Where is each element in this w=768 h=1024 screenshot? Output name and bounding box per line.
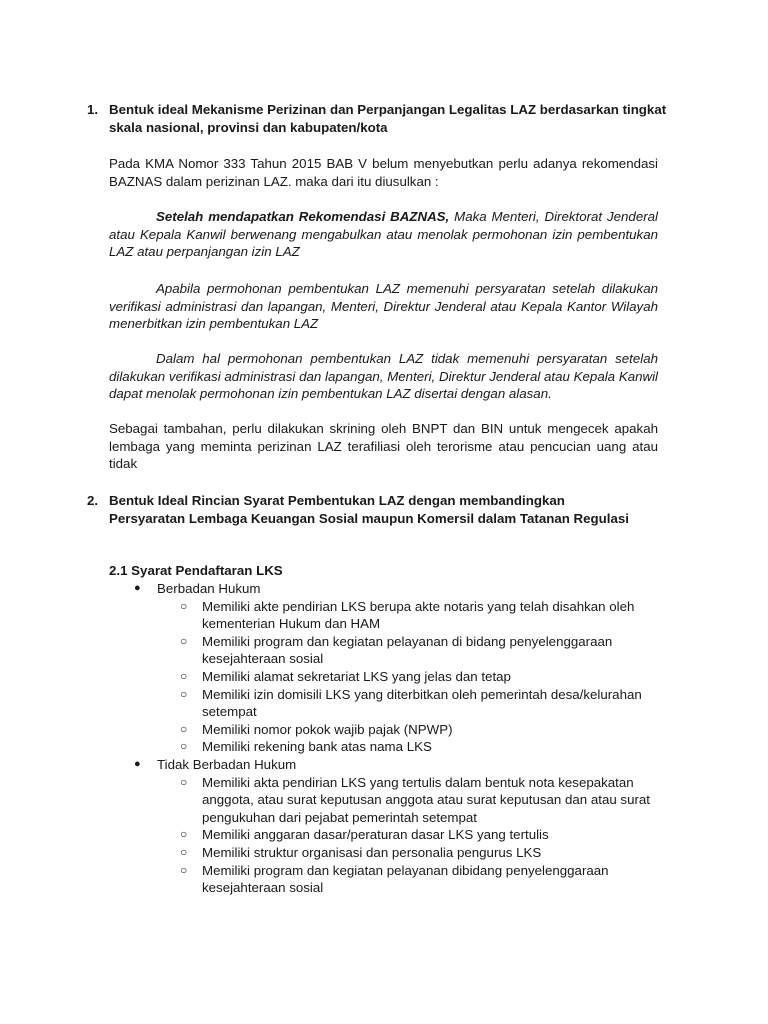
circle-bullet-icon: ○ xyxy=(180,668,188,683)
proposal-1-rest: Maka Menteri, Direktorat Jenderal atau Kepala Kanwil berwenang mengabulkan atau menolak permohonan izin pembentukan LAZ atau perpanjangan izin LAZ xyxy=(109,209,659,260)
list-item xyxy=(109,862,669,897)
group-label: Berbadan Hukum xyxy=(157,581,261,596)
proposal-3: Dalam hal permohonan pembentukan LAZ tidak memenuhi persyaratan setelah dilakukan verifikasi administrasi dan lapangan, Menteri, Direktur Jenderal atau Kepala Kanwil dapat menolak permohonan izin pembentukan LAZ disertai dengan alasan. xyxy=(109,351,658,402)
group-label: Tidak Berbadan Hukum xyxy=(157,756,297,772)
list-item-text: Memiliki izin domisili LKS yang diterbitkan oleh pemerintah desa/kelurahan setempat xyxy=(202,686,642,720)
list-item xyxy=(109,738,669,756)
list-item-text: Memiliki akta pendirian LKS yang tertulis dalam bentuk nota kesepakatan anggota, atau surat keputusan anggota atau surat keputusan dan atau surat pengukuhan dari pejabat pemerintah setempat xyxy=(202,774,650,825)
circle-bullet-icon: ○ xyxy=(180,686,188,701)
proposal-1-bold: Setelah mendapatkan Rekomendasi BAZNAS, xyxy=(156,209,450,224)
section-2-heading: Bentuk Ideal Rincian Syarat Pembentukan LAZ dengan membandingkan Persyaratan Lembaga Keuangan Sosial maupun Komersil dalam Tatanan Regulasi xyxy=(109,493,629,526)
list-item xyxy=(109,774,669,827)
proposal-1 xyxy=(109,208,658,261)
list-item xyxy=(109,721,669,739)
section-1-addition: Sebagai tambahan, perlu dilakukan skrining oleh BNPT dan BIN untuk mengecek apakah lembaga yang meminta perizinan LAZ terafiliasi oleh terorisme atau pencucian uang atau tidak xyxy=(109,421,658,472)
list-item xyxy=(109,686,669,721)
list-item-text: Memiliki nomor pokok wajib pajak (NPWP) xyxy=(202,721,453,737)
list-item xyxy=(109,844,669,862)
list-item-text: Memiliki program dan kegiatan pelayanan di bidang penyelenggaraan kesejahteraan sosial xyxy=(202,633,613,667)
list-item-text: Memiliki alamat sekretariat LKS yang jelas dan tetap xyxy=(202,668,511,684)
bullet-icon: ● xyxy=(134,582,141,594)
list-item-text: Memiliki program dan kegiatan pelayanan dibidang penyelenggaraan kesejahteraan sosial xyxy=(202,862,609,896)
list-item xyxy=(109,668,669,686)
list-item-text: Memiliki anggaran dasar/peraturan dasar LKS yang tertulis xyxy=(202,827,549,843)
circle-bullet-icon: ○ xyxy=(180,844,188,859)
section-1-heading: Bentuk ideal Mekanisme Perizinan dan Perpanjangan Legalitas LAZ berdasarkan tingkat skala nasional, provinsi dan kabupaten/kota xyxy=(109,102,667,135)
proposal-2: Apabila permohonan pembentukan LAZ memenuhi persyaratan setelah dilakukan verifikasi administrasi dan lapangan, Menteri, Direktur Jenderal atau Kepala Kantor Wilayah menerbitkan izin pembentukan LAZ xyxy=(109,281,658,332)
circle-bullet-icon: ○ xyxy=(180,774,188,789)
list-item xyxy=(109,633,669,668)
circle-bullet-icon: ○ xyxy=(180,862,188,877)
group-tidak-berbadan-hukum xyxy=(109,756,669,774)
list-item-text: Memiliki struktur organisasi dan personalia pengurus LKS xyxy=(202,844,542,860)
section-1-intro: Pada KMA Nomor 333 Tahun 2015 BAB V belum menyebutkan perlu adanya rekomendasi BAZNAS dalam perizinan LAZ. maka dari itu diusulkan : xyxy=(109,156,658,189)
circle-bullet-icon: ○ xyxy=(180,633,188,648)
circle-bullet-icon: ○ xyxy=(180,827,188,842)
section-2-number: 2. xyxy=(87,493,99,508)
group-berbadan-hukum xyxy=(109,580,669,598)
circle-bullet-icon: ○ xyxy=(180,598,188,613)
section-1-number: 1. xyxy=(87,102,99,117)
circle-bullet-icon: ○ xyxy=(180,721,188,736)
list-item-text: Memiliki rekening bank atas nama LKS xyxy=(202,739,432,755)
requirements-list xyxy=(109,580,669,897)
bullet-icon: ● xyxy=(134,757,141,770)
list-item-text: Memiliki akte pendirian LKS berupa akte notaris yang telah disahkan oleh kementerian Hukum dan HAM xyxy=(202,598,635,632)
list-item xyxy=(109,598,669,633)
subsection-2-1-heading: 2.1 Syarat Pendaftaran LKS xyxy=(109,563,283,578)
circle-bullet-icon: ○ xyxy=(180,739,188,754)
list-item xyxy=(109,826,669,844)
